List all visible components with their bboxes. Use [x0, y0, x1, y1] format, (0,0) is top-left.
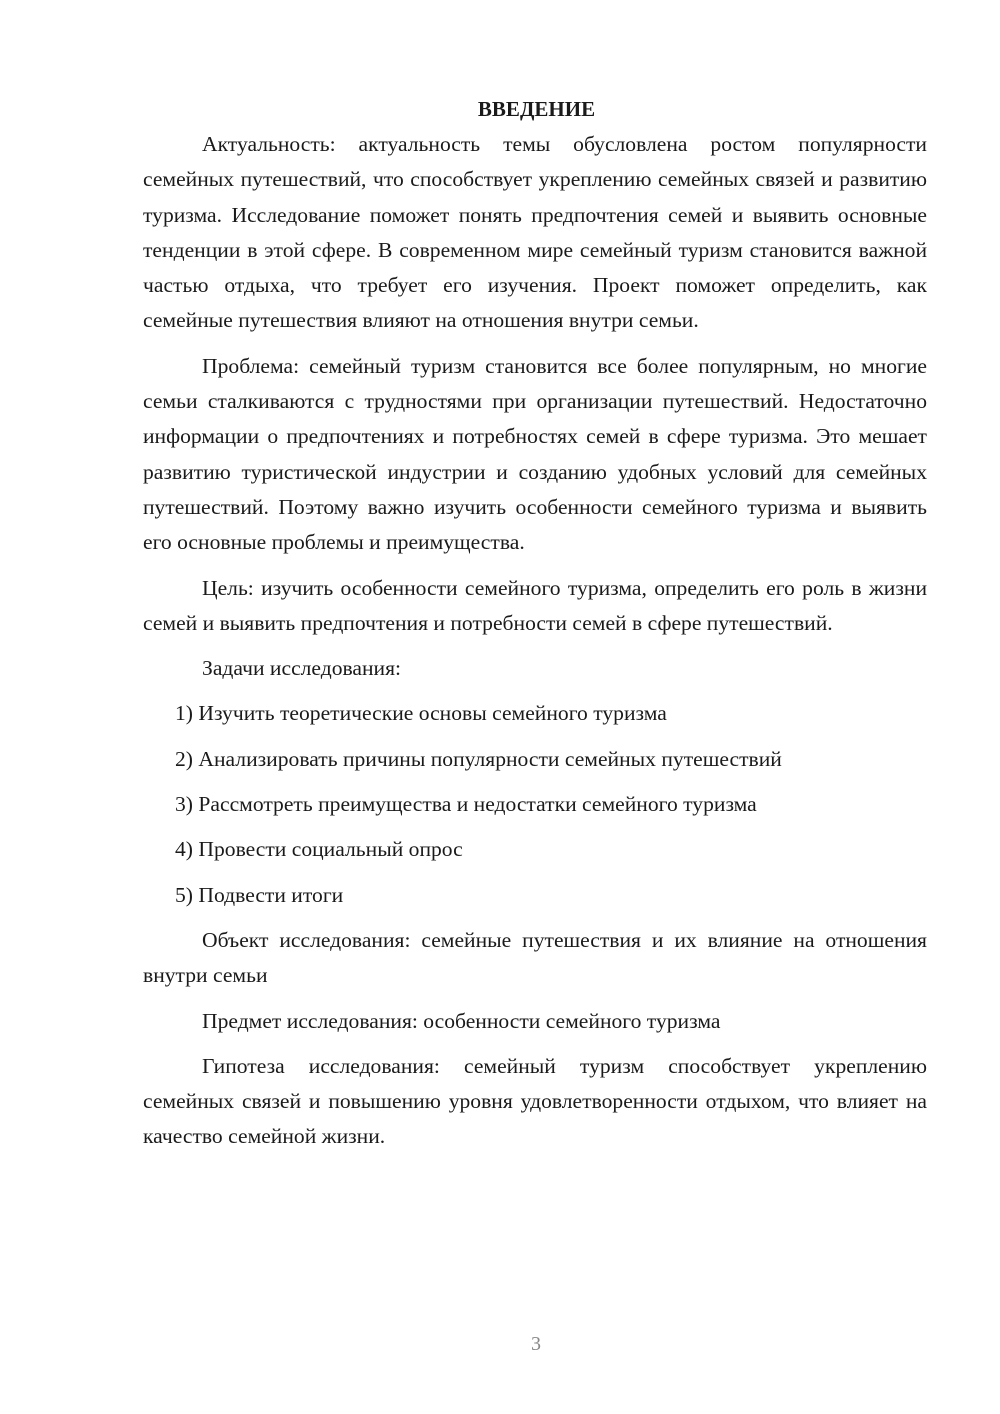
tasks-heading: Задачи исследования:	[202, 656, 402, 681]
object-paragraph: Объект исследования: семейные путешествия и их влияние на отношения внутри семьи	[143, 927, 927, 988]
list-item: 5) Подвести итоги	[175, 882, 344, 907]
list-item: 4) Провести социальный опрос	[175, 837, 463, 862]
problem-paragraph: Проблема: семейный туризм становится все более популярным, но многие семьи сталкиваются с трудностями при организации путешествий. Недостаточно информации о предпочтениях и потребностях семей в сфере туризма. Это мешает развитию туристической индустрии и созданию удобных условий для семейных путешествий. Поэтому важно изучить особенности семейного туризма и выявить его основные проблемы и преимущества.	[143, 353, 927, 555]
relevance-paragraph: Актуальность: актуальность темы обусловлена ростом популярности семейных путешествий, что способствует укреплению семейных связей и развитию туризма. Исследование поможет понять предпочтения семей и выявить основные тенденции в этой сфере. В современном мире семейный туризм становится важной частью отдыха, что требует его изучения. Проект поможет определить, как семейные путешествия влияют на отношения внутри семьи.	[143, 132, 927, 333]
tasks-list	[143, 696, 927, 912]
section-title: ВВЕДЕНИЕ	[477, 97, 596, 121]
list-item: 3) Рассмотреть преимущества и недостатки семейного туризма	[175, 792, 757, 817]
list-item: 2) Анализировать причины популярности семейных путешествий	[175, 746, 782, 771]
hypothesis-paragraph: Гипотеза исследования: семейный туризм способствует укреплению семейных связей и повышению уровня удовлетворенности отдыхом, что влияет на качество семейной жизни.	[143, 1053, 927, 1149]
subject-paragraph: Предмет исследования: особенности семейного туризма	[202, 1008, 721, 1033]
document-page	[143, 92, 927, 1155]
page-number: 3	[531, 1333, 541, 1355]
list-item: 1) Изучить теоретические основы семейного туризма	[175, 701, 667, 726]
goal-paragraph: Цель: изучить особенности семейного туризма, определить его роль в жизни семей и выявить предпочтения и потребности семей в сфере путешествий.	[143, 575, 927, 635]
